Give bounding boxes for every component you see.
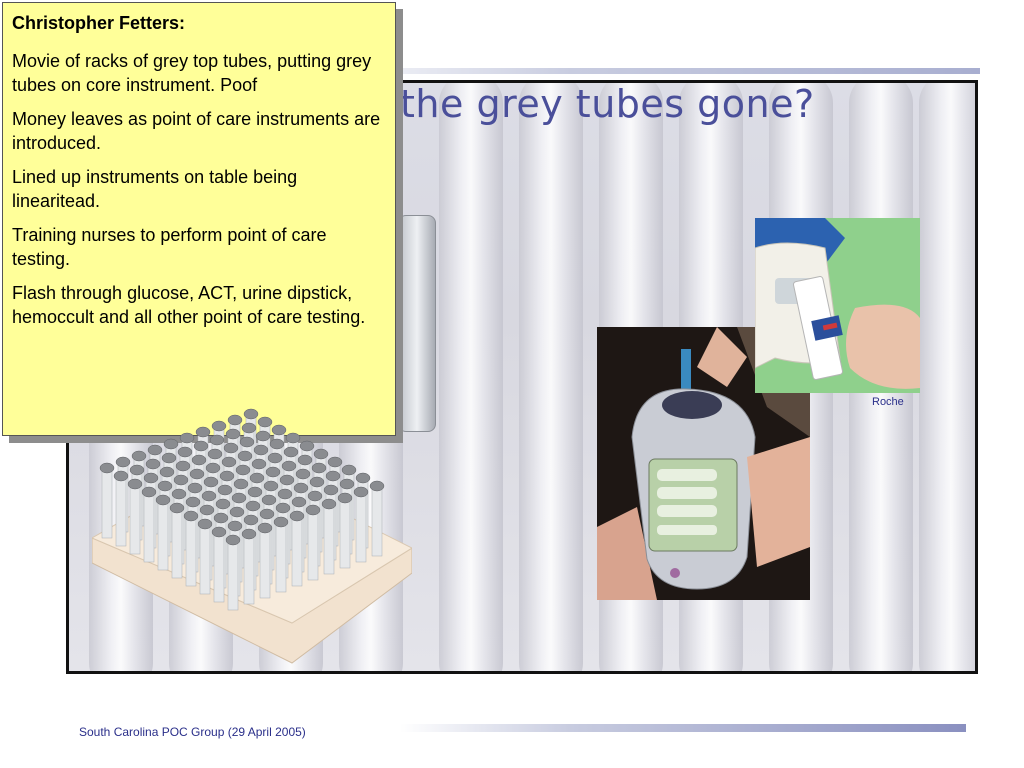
note-paragraph: Flash through glucose, ACT, urine dipstick, hemoccult and all other point of care testing.: [12, 283, 366, 327]
grey-tube-rack-image: [92, 398, 412, 666]
note-paragraph: Money leaves as point of care instruments are introduced.: [12, 109, 381, 153]
image-caption: Roche: [872, 396, 904, 408]
test-strip-photo: [755, 218, 920, 393]
background-tube-image: [919, 80, 978, 674]
background-tube-image: [519, 80, 583, 674]
note-paragraph: Movie of racks of grey top tubes, putting grey tubes on core instrument. Poof: [12, 51, 372, 95]
top-accent-bar: [300, 68, 980, 74]
slide-title: the grey tubes gone?: [400, 82, 815, 126]
note-paragraph: Lined up instruments on table being linearitead.: [12, 167, 298, 211]
slide-footer: South Carolina POC Group (29 April 2005): [79, 725, 306, 739]
bottom-accent-bar: [400, 724, 966, 732]
note-author: Christopher Fetters:: [12, 13, 186, 33]
note-paragraph: Training nurses to perform point of care testing.: [12, 225, 327, 269]
background-tube-image: [439, 80, 503, 674]
speaker-note-box: [2, 2, 396, 436]
